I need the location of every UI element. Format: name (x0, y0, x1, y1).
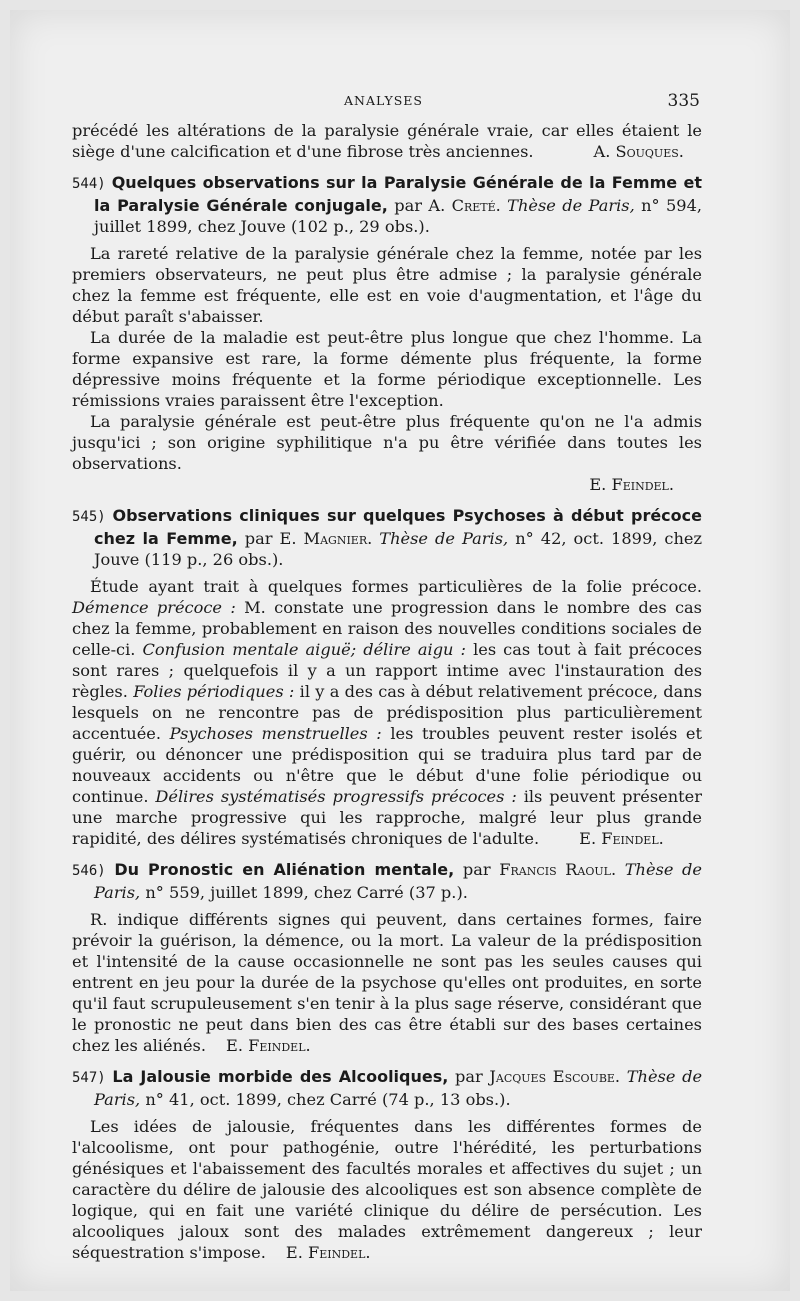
running-head: ANALYSES (344, 93, 423, 108)
author: E. Magnier. (279, 529, 373, 548)
entry-547 (72, 1066, 702, 1263)
entry-title: La Jalousie morbide des Alcooliques, (112, 1067, 449, 1086)
paragraph: R. indique différents signes qui peuvent, dans certaines formes, faire prévoir la guérison, la démence, ou la mort. La valeur de la prédisposition et l'intensité de la cause occasionnelle ne sont pas les seules causes qui entrent en jeu pour la durée de la psychose qu'elles ont produites, en sorte qu'il faut scrupuleusement s'en tenir à la plus sage réserve, considérant que le pronostic ne peut dans bien des cas être établi sur des bases certaines chez les aliénés. E. Feindel. (72, 910, 702, 1055)
page-number: 335 (667, 91, 700, 111)
author: A. Creté. (428, 196, 501, 215)
signature: E. Feindel. (285, 1243, 371, 1262)
paragraph: Étude ayant trait à quelques formes particulières de la folie précoce. Démence précoce : M. constate une progression dans le nombre des cas chez la femme, probablement en raison des nouvelles conditions sociales de celle-ci. Confusion mentale aiguë; délire aigu : les cas tout à fait précoces sont rares ; quelquefois il y a un rapport intime avec l'instauration des règles. Folies périodiques : il y a des cas à début relativement précoce, dans lesquels on ne rencontre pas de prédisposition plus particulièrement accentuée. Psychoses menstruelles : les troubles peuvent rester isolés et guérir, ou dénoncer une prédisposition qui se traduira plus tard par de nouveaux accidents ou n'être que le début d'une folie périodique ou continue. Délires systématisés progressifs précoces : ils peuvent présenter une marche progressive qui les rapproche, malgré leur plus grande rapidité, des délires systématisés chroniques de l'adulte. E. Feindel. (72, 577, 702, 848)
entry-heading: 544) Quelques observations sur la Paralysie Générale de la Femme et la Paralysie Générale conjugale, par A. Creté. Thèse de Paris, n° 594, juillet 1899, chez Jouve (102 p., 29 obs.). (72, 173, 703, 236)
entry-544 (72, 172, 702, 495)
entry-title: Du Pronostic en Aliénation mentale, (114, 860, 455, 879)
signature: A. Souques. (593, 142, 684, 161)
entry-heading: 547) La Jalousie morbide des Alcooliques, par Jacques Escoube. Thèse de Paris, n° 41, oct. 1899, chez Carré (74 p., 13 obs.). (72, 1067, 703, 1109)
paragraph: Les idées de jalousie, fréquentes dans les différentes formes de l'alcoolisme, ont pour pathogénie, outre l'hérédité, les perturbations génésiques et l'abaissement des facultés morales et affectives du sujet ; un caractère du délire de jalousie des alcooliques est son absence complète de logique, qui en fait une variété clinique du délire de persécution. Les alcooliques jaloux sont des malades extrêmement dangereux ; leur séquestration s'impose. E. Feindel. (72, 1117, 702, 1262)
entry-heading: 546) Du Pronostic en Aliénation mentale, par Francis Raoul. Thèse de Paris, n° 559, juillet 1899, chez Carré (37 p.). (72, 860, 702, 902)
author: Jacques Escoube. (489, 1067, 621, 1086)
page-body (72, 120, 702, 1263)
paragraph: La paralysie générale est peut-être plus fréquente qu'on ne l'a admis jusqu'ici ; son origine syphilitique n'a pu être vérifiée dans toutes les observations. (72, 412, 702, 473)
entry-heading: 545) Observations cliniques sur quelques Psychoses à début précoce chez la Femme, par E. Magnier. Thèse de Paris, n° 42, oct. 1899, chez Jouve (119 p., 26 obs.). (72, 506, 703, 569)
entry-title: Quelques observations sur la Paralysie Générale de la Femme et la Paralysie Générale conjugale, (94, 173, 702, 215)
signature: E. Feindel. (226, 1036, 311, 1055)
paragraph: La durée de la maladie est peut-être plus longue que chez l'homme. La forme expansive est rare, la forme démente plus fréquente, la forme dépressive moins fréquente et la forme périodique exceptionnelle. Les rémissions vraies paraissent être l'exception. (72, 328, 702, 410)
signature: E. Feindel. (589, 475, 674, 494)
author: Francis Raoul. (499, 860, 617, 879)
page-header (0, 93, 800, 115)
entry-545 (72, 505, 702, 849)
entry-title: Observations cliniques sur quelques Psychoses à début précoce chez la Femme, (94, 506, 702, 548)
entry-546 (72, 859, 702, 1056)
paragraph: La rareté relative de la paralysie générale chez la femme, notée par les premiers observateurs, ne peut plus être admise ; la paralysie générale chez la femme est fréquente, elle est en voie d'augmentation, et l'âge du début paraît s'abaisser. (72, 244, 702, 326)
signature: E. Feindel. (579, 829, 664, 848)
intro-paragraph: précédé les altérations de la paralysie générale vraie, car elles étaient le siège d'une calcification et d'une fibrose très anciennes. A. Souques. (72, 121, 702, 161)
